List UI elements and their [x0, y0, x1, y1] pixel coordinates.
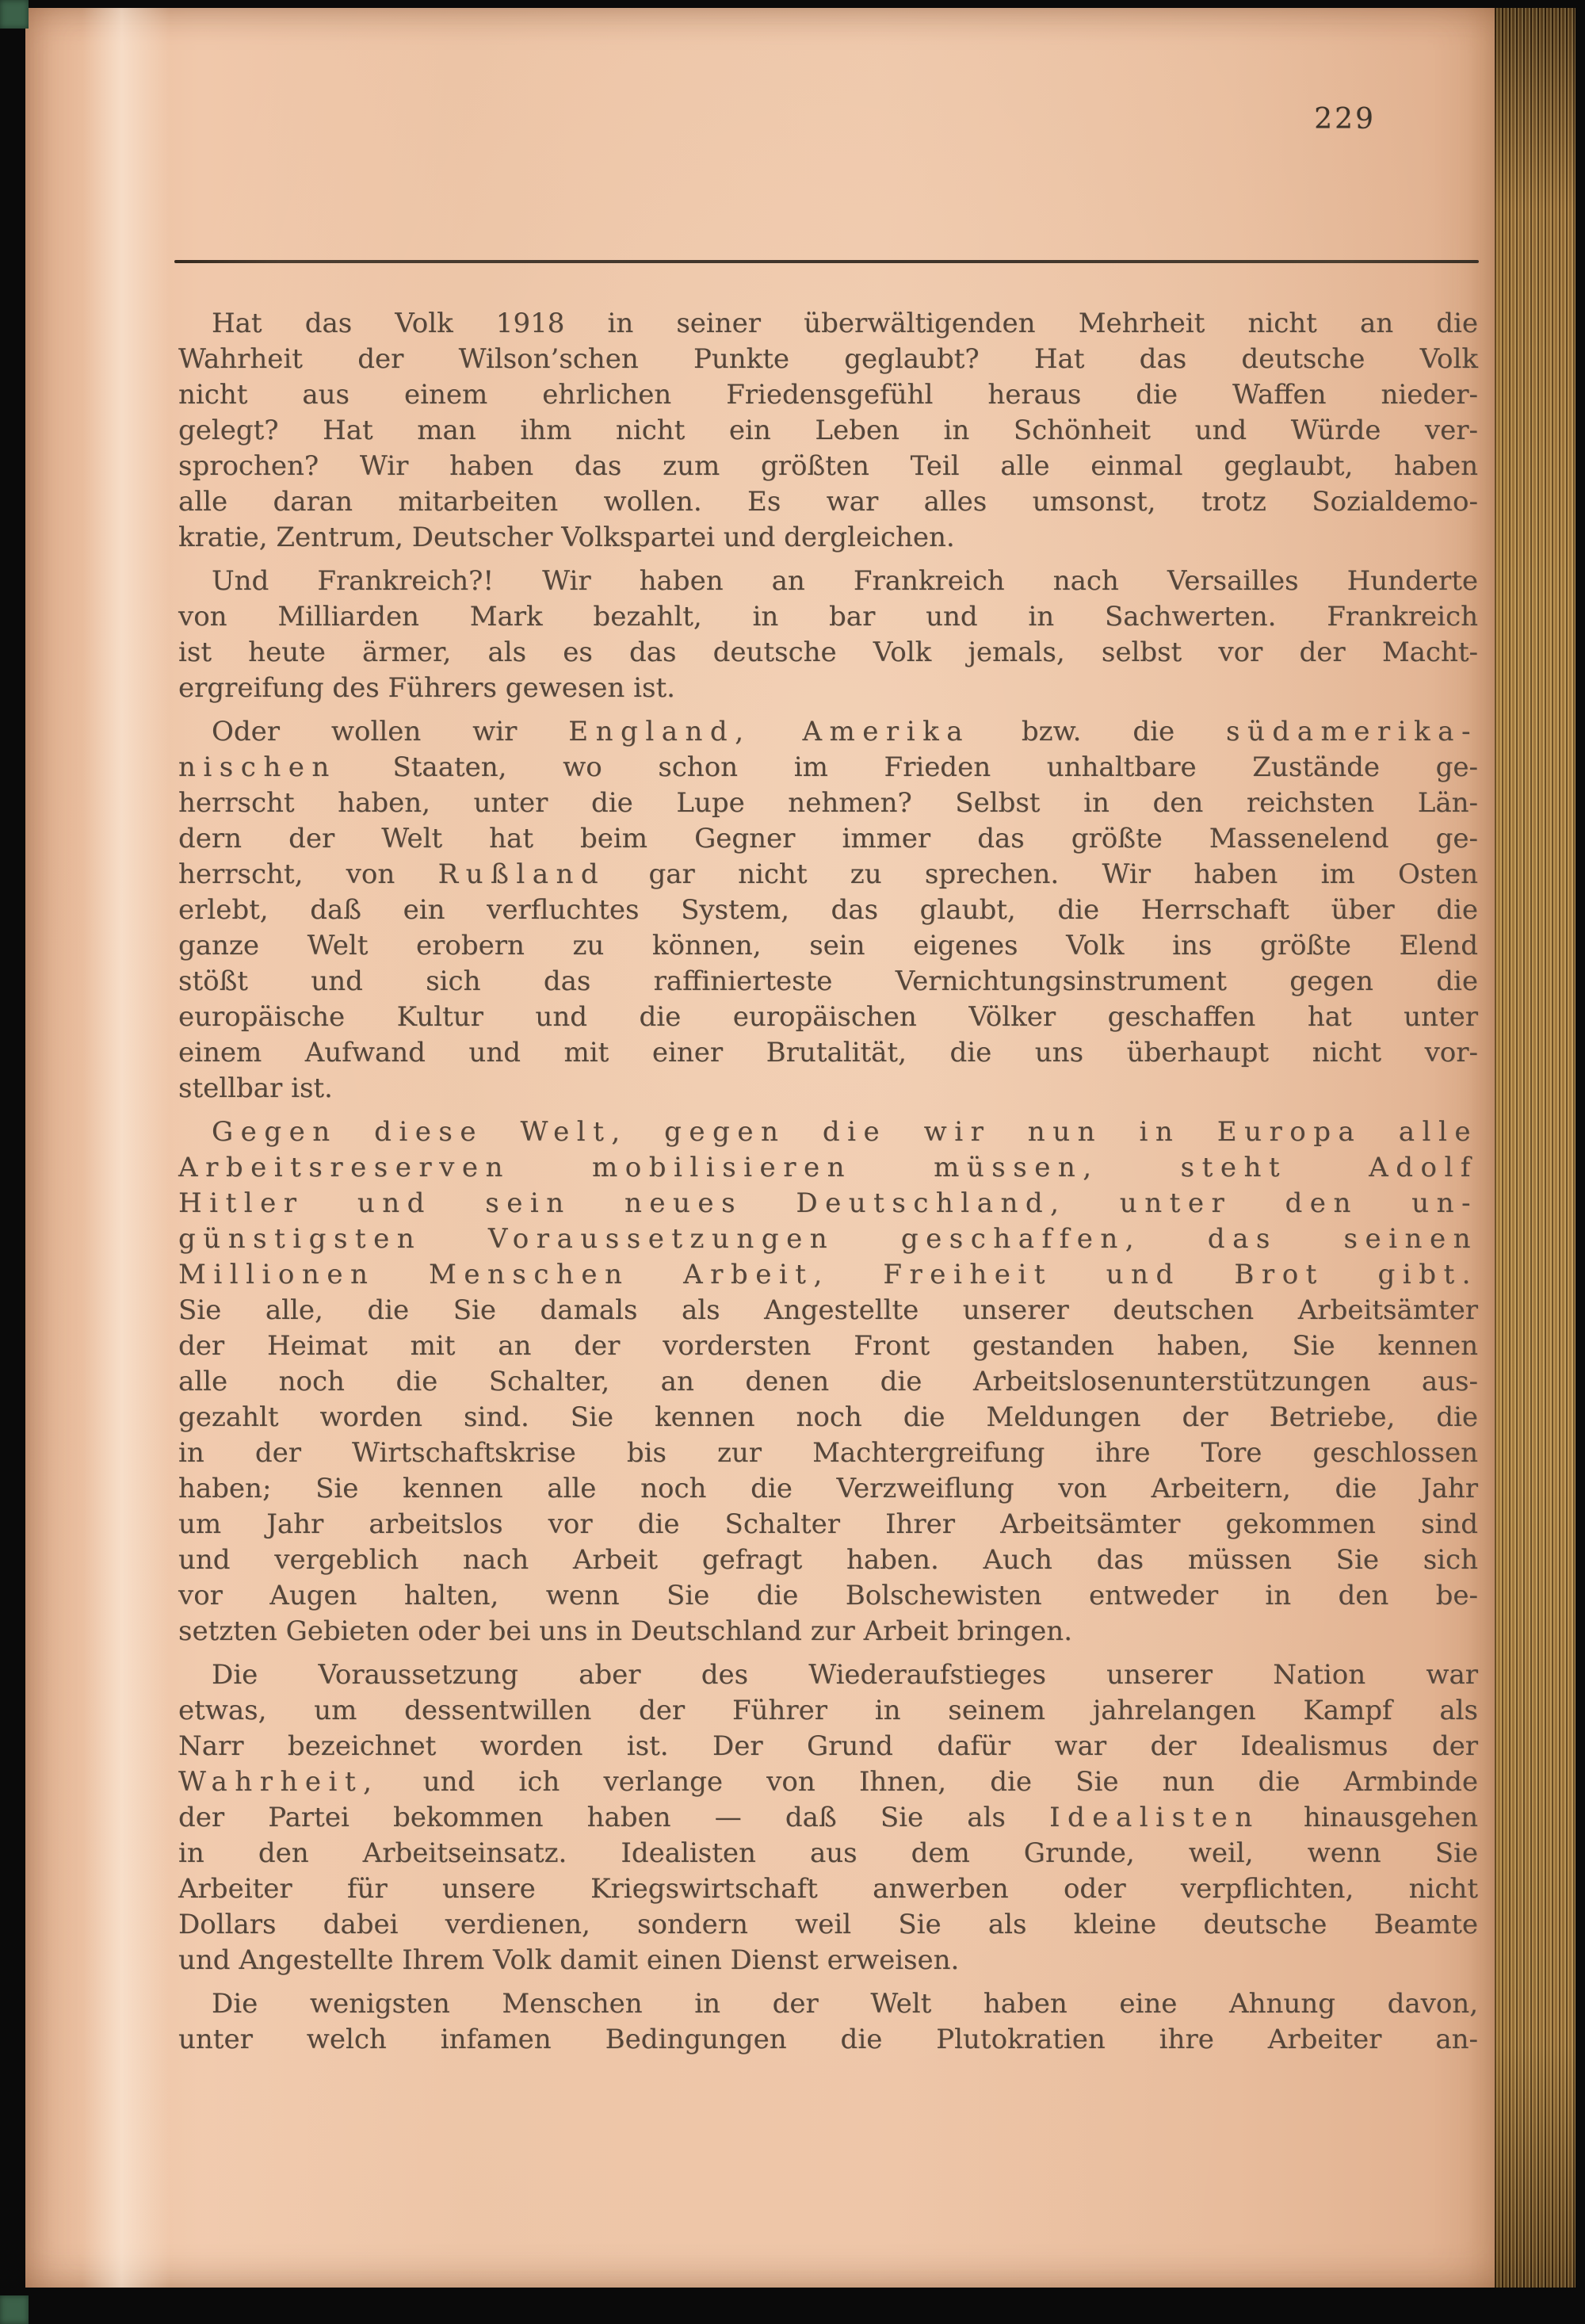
text-line: ist heute ärmer, als es das deutsche Volk jemals, selbst vor der Macht-: [178, 636, 1478, 668]
text-line: von Milliarden Mark bezahlt, in bar und in Sachwerten. Frankreich: [178, 601, 1478, 633]
text-line: Wahrheit der Wilson’schen Punkte geglaubt? Hat das deutsche Volk: [178, 343, 1478, 375]
text-line: etwas, um dessentwillen der Führer in seinem jahrelangen Kampf als: [178, 1695, 1478, 1726]
text-line: ganze Welt erobern zu können, sein eigenes Volk ins größte Elend: [178, 930, 1478, 961]
letterspaced-text: Gegen diese Welt, gegen die wir nun in Europa alle: [212, 1116, 1478, 1148]
text-line: Sie alle, die Sie damals als Angestellte unserer deutschen Arbeitsämter: [178, 1294, 1478, 1326]
paragraph: [178, 1657, 1478, 1978]
letterspaced-text: Hitler und sein neues Deutschland, unter den un-: [178, 1187, 1478, 1219]
text-line: sprochen? Wir haben das zum größten Teil alle einmal geglaubt, haben: [178, 450, 1478, 482]
paragraph: [178, 564, 1478, 706]
paper: [25, 8, 1495, 2288]
text-line: Und Frankreich?! Wir haben an Frankreich nach Versailles Hunderte: [212, 565, 1478, 597]
text-line: dern der Welt hat beim Gegner immer das größte Massenelend ge-: [178, 823, 1478, 854]
gutter-highlight: [82, 8, 170, 2288]
letterspaced-text: Millionen Menschen Arbeit, Freiheit und Brot gibt.: [178, 1259, 1478, 1290]
letterspaced-text: günstigsten Voraussetzungen geschaffen, das seinen: [178, 1223, 1478, 1255]
text-line: erlebt, daß ein verfluchtes System, das glaubt, die Herrschaft über die: [178, 894, 1478, 926]
corner-marker-top-left: [0, 0, 29, 29]
text-line: gelegt? Hat man ihm nicht ein Leben in Schönheit und Würde ver-: [178, 415, 1478, 446]
letterspaced-text: nischen: [178, 751, 337, 783]
paragraph: [178, 1114, 1478, 1649]
text-line: in den Arbeitseinsatz. Idealisten aus dem Grunde, weil, wenn Sie: [178, 1837, 1478, 1869]
paragraph: [178, 1986, 1478, 2058]
text-line: europäische Kultur und die europäischen Völker geschaffen hat unter: [178, 1001, 1478, 1033]
page-number: 229: [1314, 103, 1376, 136]
text-line: ergreifung des Führers gewesen ist.: [178, 672, 675, 704]
body-text: [178, 306, 1478, 2066]
text-line: stößt und sich das raffinierteste Vernichtungsinstrument gegen die: [178, 965, 1478, 997]
text-line: Die wenigsten Menschen in der Welt haben eine Ahnung davon,: [212, 1988, 1478, 2020]
text-line: einem Aufwand und mit einer Brutalität, die uns überhaupt nicht vor-: [178, 1037, 1478, 1068]
text-line: alle noch die Schalter, an denen die Arbeitslosenunterstützungen aus-: [178, 1366, 1478, 1397]
text-line: nischen Staaten, wo schon im Frieden unhaltbare Zustände ge-: [178, 751, 1478, 783]
text-line: herrscht haben, unter die Lupe nehmen? Selbst in den reichsten Län-: [178, 787, 1478, 819]
text-line: vor Augen halten, wenn Sie die Bolschewisten entweder in den be-: [178, 1580, 1478, 1611]
letterspaced-text: Idealisten: [1049, 1802, 1260, 1833]
letterspaced-text: Arbeitsreserven mobilisieren müssen, steht Adolf: [178, 1152, 1478, 1183]
paragraph: [178, 714, 1478, 1107]
right-border: [1575, 0, 1585, 2324]
text-line: Arbeiter für unsere Kriegswirtschaft anwerben oder verpflichten, nicht: [178, 1873, 1478, 1905]
letterspaced-text: Amerika: [802, 716, 971, 747]
bottom-border: [0, 2288, 1585, 2324]
text-line: und vergeblich nach Arbeit gefragt haben. Auch das müssen Sie sich: [178, 1544, 1478, 1576]
text-line: um Jahr arbeitslos vor die Schalter Ihrer Arbeitsämter gekommen sind: [178, 1508, 1478, 1540]
text-line: kratie, Zentrum, Deutscher Volkspartei und dergleichen.: [178, 522, 955, 553]
letterspaced-text: England,: [568, 716, 751, 747]
text-line: Narr bezeichnet worden ist. Der Grund dafür war der Idealismus der: [178, 1730, 1478, 1762]
text-line: [178, 1114, 1478, 1150]
text-line: unter welch infamen Bedingungen die Plutokratien ihre Arbeiter an-: [178, 2024, 1478, 2055]
letterspaced-text: Wahrheit,: [178, 1766, 380, 1798]
text-line: stellbar ist.: [178, 1072, 333, 1104]
text-line: nicht aus einem ehrlichen Friedensgefühl heraus die Waffen nieder-: [178, 379, 1478, 411]
text-line: [178, 1221, 1478, 1257]
text-line: der Heimat mit an der vordersten Front gestanden haben, Sie kennen: [178, 1330, 1478, 1362]
letterspaced-text: südamerika-: [1226, 716, 1478, 747]
text-line: [178, 1186, 1478, 1221]
corner-marker-bottom-left: [0, 2295, 29, 2324]
text-line: [178, 1150, 1478, 1186]
text-line: Wahrheit, und ich verlange von Ihnen, die Sie nun die Armbinde: [178, 1766, 1478, 1798]
text-line: setzten Gebieten oder bei uns in Deutschland zur Arbeit bringen.: [178, 1615, 1073, 1647]
paragraph: [178, 306, 1478, 556]
header-rule: [174, 260, 1479, 263]
text-line: Hat das Volk 1918 in seiner überwältigenden Mehrheit nicht an die: [212, 308, 1478, 339]
text-line: gezahlt worden sind. Sie kennen noch die Meldungen der Betriebe, die: [178, 1401, 1478, 1433]
text-line: Oder wollen wir England, Amerika bzw. die südamerika-: [212, 716, 1478, 747]
letterspaced-text: Rußland: [437, 858, 606, 890]
text-line: alle daran mitarbeiten wollen. Es war alles umsonst, trotz Sozialdemo-: [178, 486, 1478, 518]
text-line: in der Wirtschaftskrise bis zur Machtergreifung ihre Tore geschlossen: [178, 1437, 1478, 1469]
text-line: Die Voraussetzung aber des Wiederaufstieges unserer Nation war: [212, 1659, 1478, 1691]
text-line: und Angestellte Ihrem Volk damit einen Dienst erweisen.: [178, 1944, 960, 1976]
left-border: [0, 0, 25, 2324]
top-border: [0, 0, 1585, 8]
text-line: haben; Sie kennen alle noch die Verzweiflung von Arbeitern, die Jahr: [178, 1473, 1478, 1504]
text-line: Dollars dabei verdienen, sondern weil Sie als kleine deutsche Beamte: [178, 1909, 1478, 1940]
text-line: der Partei bekommen haben — daß Sie als Idealisten hinausgehen: [178, 1802, 1478, 1833]
text-line: [178, 1257, 1478, 1293]
book-fore-edge: [1495, 0, 1575, 2324]
text-line: herrscht, von Rußland gar nicht zu sprechen. Wir haben im Osten: [178, 858, 1478, 890]
